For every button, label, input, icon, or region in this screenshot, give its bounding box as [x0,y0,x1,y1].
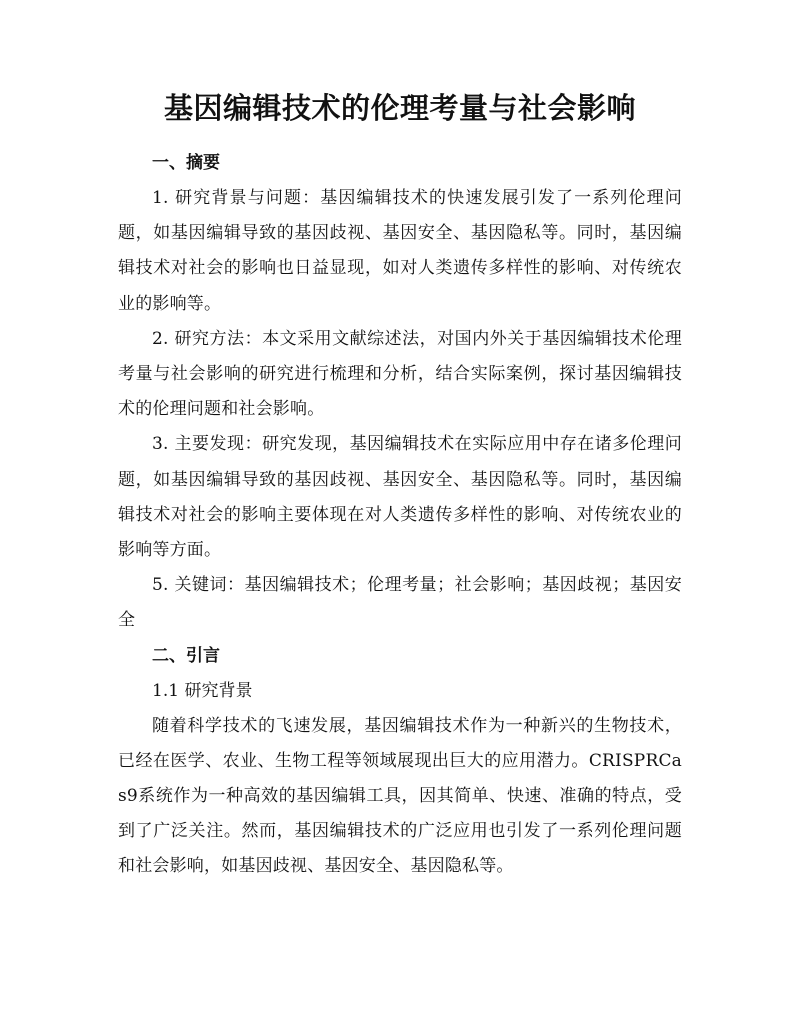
intro-paragraph: 随着科学技术的飞速发展，基因编辑技术作为一种新兴的生物技术，已经在医学、农业、生物工程等领域展现出巨大的应用潜力。CRISPRCas9系统作为一种高效的基因编辑工具，因其简单、快速、准确的特点，受到了广泛关注。然而，基因编辑技术的广泛应用也引发了一系列伦理问题和社会影响，如基因歧视、基因安全、基因隐私等。 [118,715,682,877]
abstract-item-background: 1. 研究背景与问题：基因编辑技术的快速发展引发了一系列伦理问题，如基因编辑导致的基因歧视、基因安全、基因隐私等。同时，基因编辑技术对社会的影响也日益显现，如对人类遗传多样性的影响、对传统农业的影响等。 [118,188,682,314]
section-heading-abstract: 一、摘要 [152,153,220,173]
subsection-heading-background: 1.1 研究背景 [152,680,253,701]
abstract-item-method: 2. 研究方法：本文采用文献综述法，对国内外关于基因编辑技术伦理考量与社会影响的研究进行梳理和分析，结合实际案例，探讨基因编辑技术的伦理问题和社会影响。 [118,328,682,420]
abstract-item-findings: 3. 主要发现：研究发现，基因编辑技术在实际应用中存在诸多伦理问题，如基因编辑导致的基因歧视、基因安全、基因隐私等。同时，基因编辑技术对社会的影响主要体现在对人类遗传多样性的影响、对传统农业的影响等方面。 [118,434,682,561]
document-title: 基因编辑技术的伦理考量与社会影响 [163,91,636,125]
section-heading-introduction: 二、引言 [152,645,220,666]
abstract-item-keywords: 5. 关键词：基因编辑技术；伦理考量；社会影响；基因歧视；基因安全 [118,575,682,631]
